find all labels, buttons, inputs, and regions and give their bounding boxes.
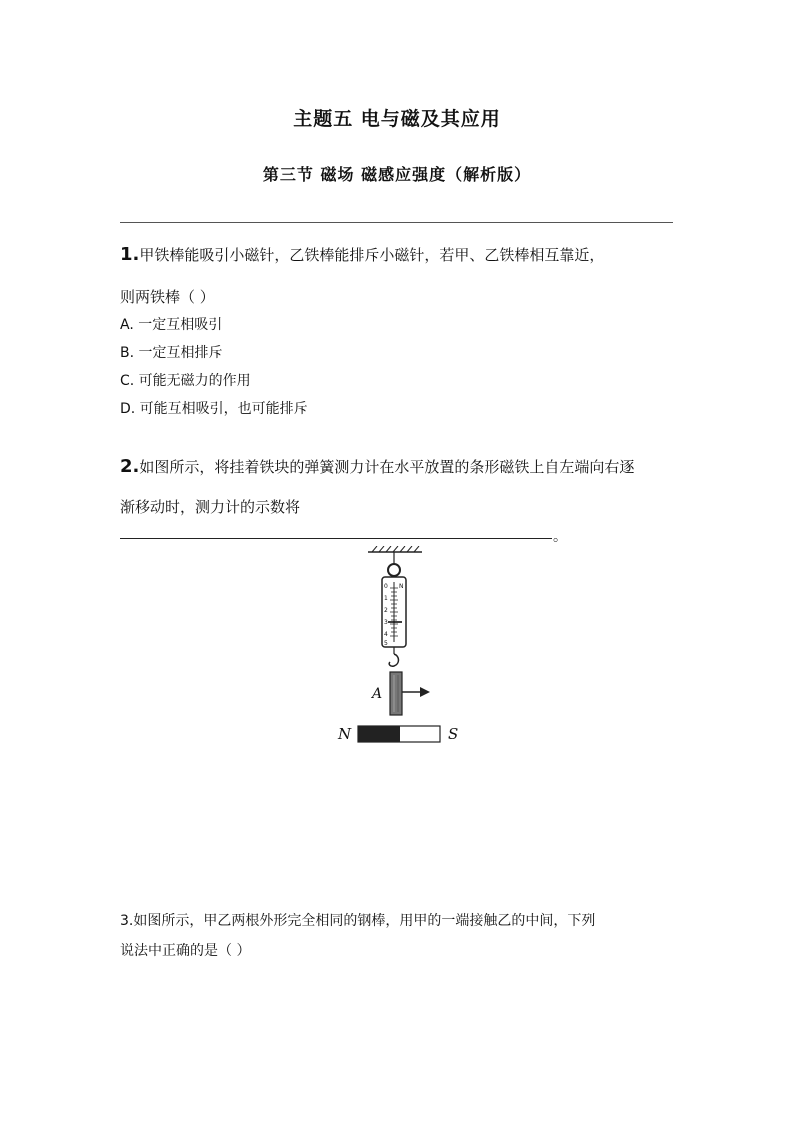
answer-blank — [120, 538, 552, 539]
question-2-line-2: 渐移动时，测力计的示数将 — [120, 498, 301, 516]
scale-label-3: 3 — [384, 619, 388, 626]
balance-hook-icon — [389, 654, 398, 666]
page-subtitle: 第三节 磁场 磁感应强度（解析版） — [262, 165, 532, 184]
magnet-south-label: S — [448, 725, 459, 743]
magnet-north-label: N — [338, 725, 352, 743]
question-3-line-2: 说法中正确的是（ ） — [120, 943, 251, 959]
scale-unit: N — [399, 583, 404, 590]
question-1-text-1: 甲铁棒能吸引小磁针，乙铁棒能排斥小磁针，若甲、乙铁棒相互靠近， — [139, 246, 605, 264]
ceiling-hatch — [372, 546, 419, 552]
block-label: A — [372, 686, 383, 702]
question-3-line-1: 3.如图所示，甲乙两根外形完全相同的钢棒，用甲的一端接触乙的中间，下列 — [120, 913, 596, 929]
question-2-line-1 — [120, 456, 634, 477]
iron-block — [390, 672, 402, 715]
question-1-option-a: A. 一定互相吸引 — [120, 317, 223, 333]
header-divider — [120, 222, 673, 223]
answer-end-mark: 。 — [553, 529, 567, 545]
spring-balance-figure — [330, 546, 470, 751]
balance-ring-icon — [388, 564, 400, 576]
scale-label-2: 2 — [384, 607, 388, 614]
question-1-line-2: 则两铁棒（ ） — [120, 288, 215, 306]
page-title: 主题五 电与磁及其应用 — [293, 108, 501, 130]
question-2-number: 2. — [120, 456, 140, 477]
question-1-option-d: D. 可能互相吸引，也可能排斥 — [120, 401, 308, 417]
question-2-text-1: 如图所示，将挂着铁块的弹簧测力计在水平放置的条形磁铁上自左端向右逐 — [139, 458, 635, 476]
question-1-line-1 — [120, 244, 604, 265]
question-1-option-c: C. 可能无磁力的作用 — [120, 373, 251, 389]
right-arrow-icon — [420, 687, 430, 697]
scale-label-0: 0 — [384, 583, 388, 590]
scale-label-4: 4 — [384, 631, 388, 638]
magnet-north-half — [358, 726, 400, 742]
question-1-number: 1. — [120, 244, 140, 265]
scale-label-5: 5 — [384, 640, 388, 647]
question-1-option-b: B. 一定互相排斥 — [120, 345, 223, 361]
scale-label-1: 1 — [384, 595, 388, 602]
